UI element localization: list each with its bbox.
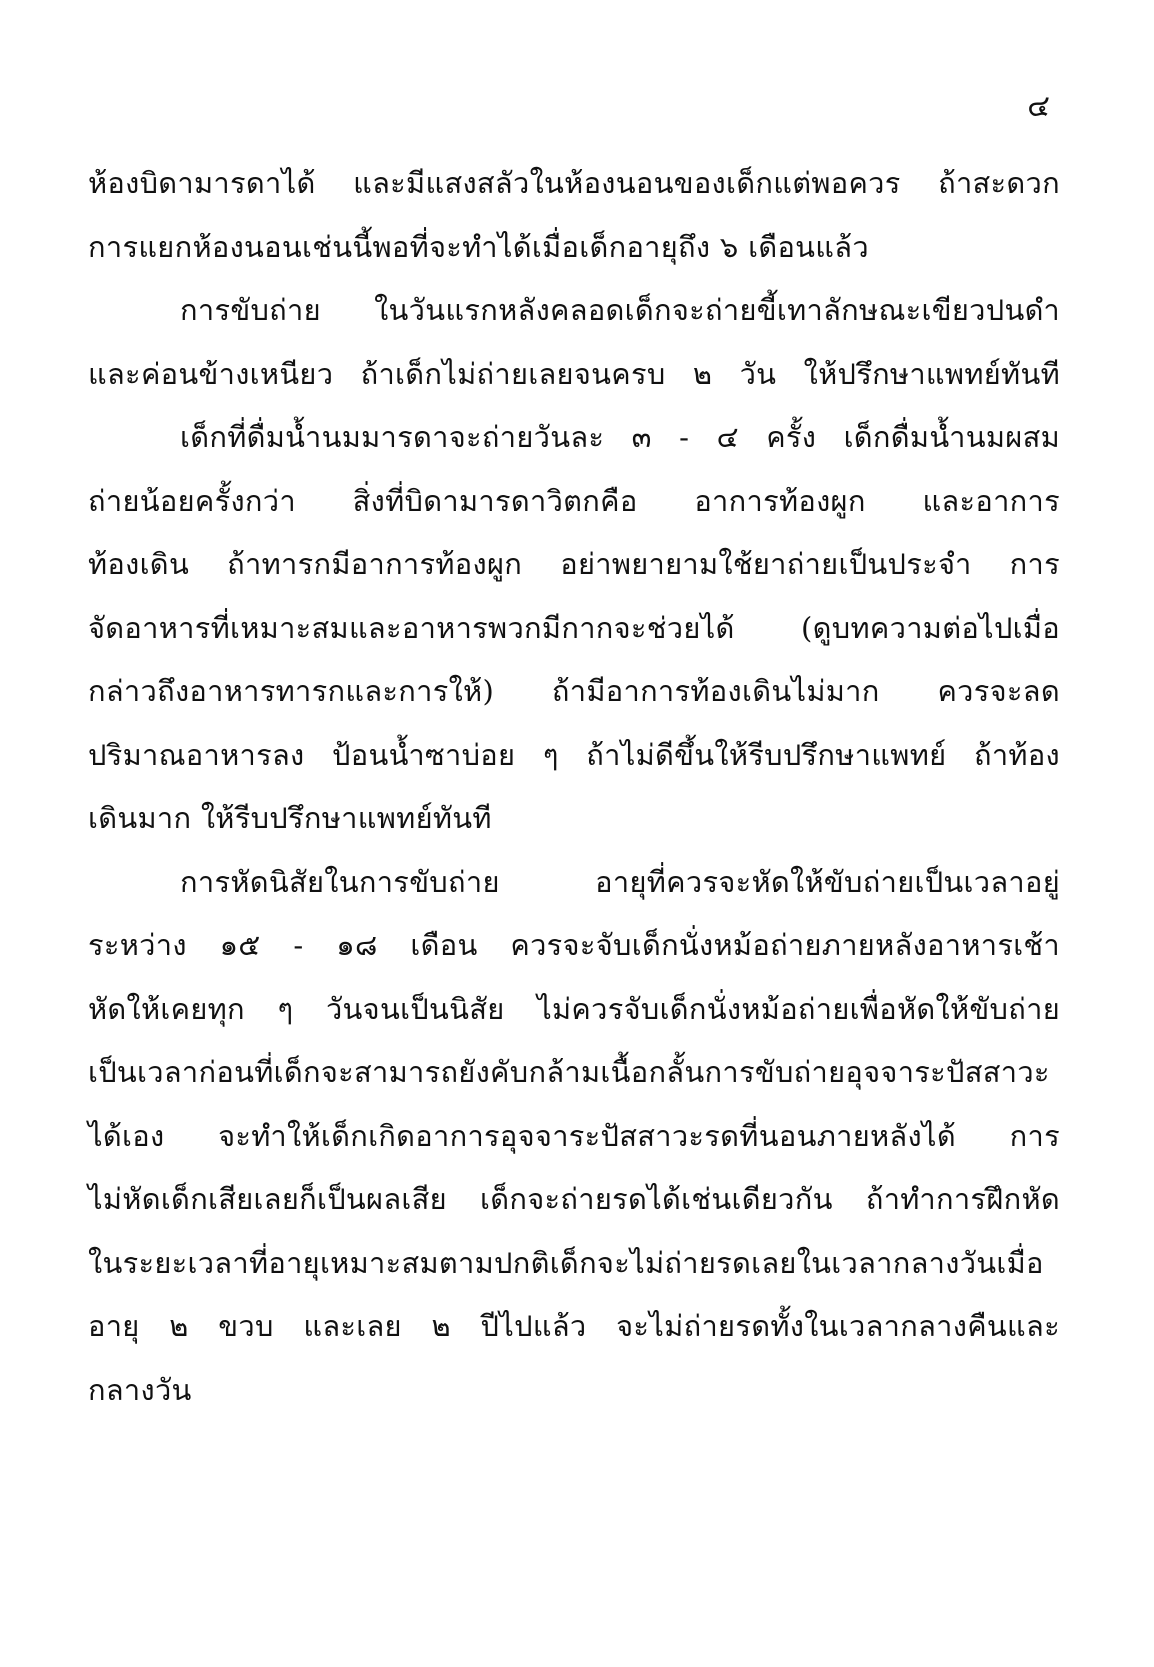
text-line-3-section-heading-excretion: การขับถ่าย ในวันแรกหลังคลอดเด็กจะถ่ายขี้เทาลักษณะเขียวปนดำ <box>180 293 1060 327</box>
page-number: ๔ <box>1027 89 1050 124</box>
text-line-16: ได้เอง จะทำให้เด็กเกิดอาการอุจจาระปัสสาวะรดที่นอนภายหลังได้ การ <box>88 1118 1060 1153</box>
body-text <box>88 158 1060 1428</box>
text-line-4: และค่อนข้างเหนียว ถ้าเด็กไม่ถ่ายเลยจนครบ ๒ วัน ให้ปรึกษาแพทย์ทันที <box>88 356 1060 391</box>
text-line-18: ในระยะเวลาที่อายุเหมาะสมตามปกติเด็กจะไม่ถ่ายรดเลยในเวลากลางวันเมื่อ <box>88 1245 1044 1280</box>
text-line-14: หัดให้เคยทุก ๆ วันจนเป็นนิสัย ไม่ควรจับเด็กนั่งหม้อถ่ายเพื่อหัดให้ขับถ่าย <box>88 991 1060 1026</box>
text-line-6: ถ่ายน้อยครั้งกว่า สิ่งที่บิดามารดาวิตกคือ อาการท้องผูก และอาการ <box>88 483 1060 518</box>
text-line-11: เดินมาก ให้รีบปรึกษาแพทย์ทันที <box>88 801 492 835</box>
text-line-17: ไม่หัดเด็กเสียเลยก็เป็นผลเสีย เด็กจะถ่ายรดได้เช่นเดียวกัน ถ้าทำการฝึกหัด <box>88 1182 1060 1216</box>
text-line-9: กล่าวถึงอาหารทารกและการให้) ถ้ามีอาการท้องเดินไม่มาก ควรจะลด <box>88 674 1060 708</box>
text-line-15: เป็นเวลาก่อนที่เด็กจะสามารถยังคับกล้ามเนื้อกลั้นการขับถ่ายอุจจาระปัสสาวะ <box>88 1055 1050 1089</box>
text-line-10: ปริมาณอาหารลง ป้อนน้ำซาบ่อย ๆ ถ้าไม่ดีขึ้นให้รีบปรึกษาแพทย์ ถ้าท้อง <box>88 737 1060 772</box>
text-line-19: อายุ ๒ ขวบ และเลย ๒ ปีไปแล้ว จะไม่ถ่ายรดทั้งในเวลากลางคืนและ <box>88 1309 1060 1343</box>
text-line-8: จัดอาหารที่เหมาะสมและอาหารพวกมีกากจะช่วยได้ (ดูบทความต่อไปเมื่อ <box>88 610 1060 645</box>
text-line-13: ระหว่าง ๑๕ - ๑๘ เดือน ควรจะจับเด็กนั่งหม้อถ่ายภายหลังอาหารเช้า <box>88 928 1060 962</box>
text-line-7: ท้องเดิน ถ้าทารกมีอาการท้องผูก อย่าพยายามใช้ยาถ่ายเป็นประจำ การ <box>88 547 1060 581</box>
text-line-2: การแยกห้องนอนเช่นนี้พอที่จะทำได้เมื่อเด็กอายุถึง ๖ เดือนแล้ว <box>88 229 869 264</box>
text-line-5: เด็กที่ดื่มน้ำนมมารดาจะถ่ายวันละ ๓ - ๔ ครั้ง เด็กดื่มน้ำนมผสม <box>180 420 1060 454</box>
text-line-1: ห้องบิดามารดาได้ และมีแสงสลัวในห้องนอนของเด็กแต่พอควร ถ้าสะดวก <box>88 166 1060 200</box>
text-line-20: กลางวัน <box>88 1372 192 1407</box>
text-line-12-section-heading-toilet-training: การหัดนิสัยในการขับถ่าย อายุที่ควรจะหัดให้ขับถ่ายเป็นเวลาอยู่ <box>180 864 1060 899</box>
